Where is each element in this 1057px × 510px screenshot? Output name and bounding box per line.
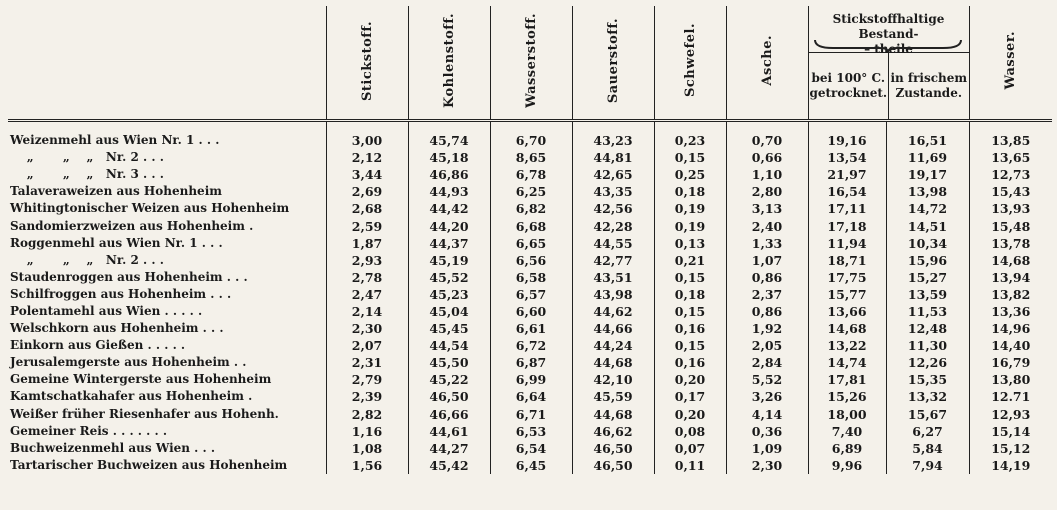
cell-value: 43,51: [572, 269, 654, 286]
cell-value: 44,66: [572, 320, 654, 337]
table-row: [8, 371, 1052, 388]
brace-icon: [813, 38, 963, 52]
table-row: [8, 423, 1052, 440]
cell-value: 6,89: [808, 440, 886, 457]
row-label: Einkorn aus Gießen . . . . .: [10, 338, 186, 353]
cell-value: 2,69: [326, 183, 408, 200]
row-label: Roggenmehl aus Wien Nr. 1 . . .: [10, 235, 223, 250]
cell-value: 19,17: [886, 166, 969, 183]
table-row: [8, 320, 1052, 337]
cell-value: 6,27: [886, 423, 969, 440]
cell-value: 45,52: [408, 269, 490, 286]
cell-value: 12,26: [886, 354, 969, 371]
table-body: [8, 121, 1052, 474]
cell-value: 15,43: [969, 183, 1052, 200]
cell-value: 44,62: [572, 303, 654, 320]
cell-value: 0,08: [654, 423, 726, 440]
cell-value: 7,94: [886, 457, 969, 474]
header-row: [8, 6, 1052, 121]
row-label: Weißer früher Riesenhafer aus Hohenh.: [10, 406, 279, 421]
cell-value: 46,50: [572, 440, 654, 457]
row-label: „ „ „ Nr. 3 . . .: [10, 167, 164, 182]
cell-value: 42,56: [572, 200, 654, 217]
cell-value: 11,69: [886, 149, 969, 166]
cell-value: 2,80: [726, 183, 808, 200]
header-wasser: Wasser.: [969, 6, 1052, 121]
cell-value: 6,78: [490, 166, 572, 183]
cell-value: 0,15: [654, 149, 726, 166]
cell-value: 42,77: [572, 252, 654, 269]
cell-value: 44,27: [408, 440, 490, 457]
cell-value: 1,33: [726, 235, 808, 252]
cell-value: 1,16: [326, 423, 408, 440]
cell-value: 6,56: [490, 252, 572, 269]
table-row: [8, 149, 1052, 166]
cell-value: 3,00: [326, 121, 408, 150]
header-getrocknet: bei 100° C. getrocknet.: [809, 53, 890, 119]
table-row: [8, 217, 1052, 234]
cell-value: 6,45: [490, 457, 572, 474]
cell-value: 1,92: [726, 320, 808, 337]
cell-value: 2,31: [326, 354, 408, 371]
cell-value: 44,20: [408, 217, 490, 234]
row-label: Jerusalemgerste aus Hohenheim . .: [10, 355, 247, 370]
table-row: [8, 252, 1052, 269]
cell-value: 45,50: [408, 354, 490, 371]
table-row: [8, 388, 1052, 405]
cell-value: 0,07: [654, 440, 726, 457]
cell-value: 6,87: [490, 354, 572, 371]
cell-value: 0,70: [726, 121, 808, 150]
table-row: [8, 286, 1052, 303]
cell-value: 4,14: [726, 406, 808, 423]
cell-value: 15,96: [886, 252, 969, 269]
cell-value: 44,61: [408, 423, 490, 440]
table-row: [8, 457, 1052, 474]
table-row: [8, 200, 1052, 217]
table-row: [8, 166, 1052, 183]
cell-value: 2,84: [726, 354, 808, 371]
cell-value: 0,15: [654, 269, 726, 286]
cell-value: 0,18: [654, 286, 726, 303]
row-label: Tartarischer Buchweizen aus Hohenheim: [10, 457, 288, 472]
cell-value: 6,65: [490, 235, 572, 252]
cell-value: 12,73: [969, 166, 1052, 183]
cell-value: 6,72: [490, 337, 572, 354]
row-label: „ „ „ Nr. 2 . . .: [10, 252, 164, 267]
cell-value: 13,85: [969, 121, 1052, 150]
cell-value: 14,51: [886, 217, 969, 234]
cell-value: 2,12: [326, 149, 408, 166]
cell-value: 45,42: [408, 457, 490, 474]
cell-value: 12,93: [969, 406, 1052, 423]
row-label: Polentamehl aus Wien . . . . .: [10, 303, 203, 318]
cell-value: 15,67: [886, 406, 969, 423]
row-label: Staudenroggen aus Hohenheim . . .: [10, 269, 248, 284]
cell-value: 11,53: [886, 303, 969, 320]
cell-value: 42,10: [572, 371, 654, 388]
cell-value: 7,40: [808, 423, 886, 440]
cell-value: 9,96: [808, 457, 886, 474]
row-label: Gemeine Wintergerste aus Hohenheim: [10, 372, 272, 387]
cell-value: 12.71: [969, 388, 1052, 405]
table-row: [8, 406, 1052, 423]
cell-value: 16,54: [808, 183, 886, 200]
cell-value: 0,86: [726, 303, 808, 320]
cell-value: 2,47: [326, 286, 408, 303]
cell-value: 13,80: [969, 371, 1052, 388]
cell-value: 2,82: [326, 406, 408, 423]
cell-value: 44,54: [408, 337, 490, 354]
cell-value: 18,00: [808, 406, 886, 423]
row-label: Talaveraweizen aus Hohenheim: [10, 184, 222, 199]
cell-value: 2,68: [326, 200, 408, 217]
cell-value: 1,07: [726, 252, 808, 269]
cell-value: 16,51: [886, 121, 969, 150]
cell-value: 2,78: [326, 269, 408, 286]
cell-value: 11,30: [886, 337, 969, 354]
table-row: [8, 303, 1052, 320]
cell-value: 2,14: [326, 303, 408, 320]
cell-value: 3,44: [326, 166, 408, 183]
cell-value: 45,18: [408, 149, 490, 166]
cell-value: 6,53: [490, 423, 572, 440]
cell-value: 2,07: [326, 337, 408, 354]
cell-value: 18,71: [808, 252, 886, 269]
table-row: [8, 121, 1052, 150]
table-row: [8, 354, 1052, 371]
cell-value: 6,70: [490, 121, 572, 150]
cell-value: 2,05: [726, 337, 808, 354]
cell-value: 15,27: [886, 269, 969, 286]
cell-value: 6,68: [490, 217, 572, 234]
cell-value: 5,84: [886, 440, 969, 457]
cell-value: 6,82: [490, 200, 572, 217]
cell-value: 17,18: [808, 217, 886, 234]
cell-value: 11,94: [808, 235, 886, 252]
cell-value: 14,96: [969, 320, 1052, 337]
cell-value: 45,23: [408, 286, 490, 303]
cell-value: 2,30: [726, 457, 808, 474]
cell-value: 14,40: [969, 337, 1052, 354]
cell-value: 15,26: [808, 388, 886, 405]
cell-value: 2,59: [326, 217, 408, 234]
cell-value: 8,65: [490, 149, 572, 166]
cell-value: 0,20: [654, 371, 726, 388]
cell-value: 0,23: [654, 121, 726, 150]
cell-value: 17,81: [808, 371, 886, 388]
cell-value: 0,86: [726, 269, 808, 286]
cell-value: 6,57: [490, 286, 572, 303]
row-label: Welschkorn aus Hohenheim . . .: [10, 321, 224, 336]
cell-value: 14,19: [969, 457, 1052, 474]
cell-value: 43,35: [572, 183, 654, 200]
cell-value: 0,15: [654, 303, 726, 320]
table-row: [8, 183, 1052, 200]
cell-value: 43,23: [572, 121, 654, 150]
cell-value: 0,21: [654, 252, 726, 269]
cell-value: 44,81: [572, 149, 654, 166]
cell-value: 13,98: [886, 183, 969, 200]
cell-value: 6,71: [490, 406, 572, 423]
cell-value: 13,32: [886, 388, 969, 405]
cell-value: 13,65: [969, 149, 1052, 166]
cell-value: 15,77: [808, 286, 886, 303]
cell-value: 16,79: [969, 354, 1052, 371]
cell-value: 17,75: [808, 269, 886, 286]
cell-value: 6,58: [490, 269, 572, 286]
cell-value: 13,22: [808, 337, 886, 354]
cell-value: 0,13: [654, 235, 726, 252]
cell-value: 44,37: [408, 235, 490, 252]
cell-value: 6,60: [490, 303, 572, 320]
cell-value: 2,79: [326, 371, 408, 388]
cell-value: 13,78: [969, 235, 1052, 252]
table-row: [8, 235, 1052, 252]
cell-value: 0,66: [726, 149, 808, 166]
cell-value: 44,24: [572, 337, 654, 354]
cell-value: 6,64: [490, 388, 572, 405]
cell-value: 42,28: [572, 217, 654, 234]
cell-value: 46,50: [408, 388, 490, 405]
cell-value: 13,94: [969, 269, 1052, 286]
cell-value: 1,87: [326, 235, 408, 252]
cell-value: 1,56: [326, 457, 408, 474]
cell-value: 0,19: [654, 217, 726, 234]
composition-table: [8, 6, 1052, 474]
table-row: [8, 337, 1052, 354]
header-frisch: in frischem Zustande.: [890, 71, 968, 100]
cell-value: 14,74: [808, 354, 886, 371]
cell-value: 0,19: [654, 200, 726, 217]
row-label: Buchweizenmehl aus Wien . . .: [10, 440, 216, 455]
cell-value: 21,97: [808, 166, 886, 183]
cell-value: 46,66: [408, 406, 490, 423]
cell-value: 43,98: [572, 286, 654, 303]
cell-value: 0,15: [654, 337, 726, 354]
header-schwefel: Schwefel.: [654, 6, 726, 121]
cell-value: 2,40: [726, 217, 808, 234]
cell-value: 2,39: [326, 388, 408, 405]
cell-value: 45,19: [408, 252, 490, 269]
table-row: [8, 269, 1052, 286]
cell-value: 45,45: [408, 320, 490, 337]
group-subheaders: [809, 52, 969, 119]
cell-value: 0,16: [654, 354, 726, 371]
cell-value: 5,52: [726, 371, 808, 388]
cell-value: 45,04: [408, 303, 490, 320]
label-header: [8, 6, 326, 121]
cell-value: 15,14: [969, 423, 1052, 440]
header-group-stickstoffhaltige: [808, 6, 969, 121]
cell-value: 0,16: [654, 320, 726, 337]
cell-value: 6,61: [490, 320, 572, 337]
cell-value: 13,93: [969, 200, 1052, 217]
cell-value: 15,12: [969, 440, 1052, 457]
group-title: Stickstoffhaltige Bestand- – theile: [809, 6, 969, 52]
cell-value: 3,26: [726, 388, 808, 405]
row-label: Whitingtonischer Weizen aus Hohenheim: [10, 201, 290, 216]
cell-value: 6,99: [490, 371, 572, 388]
cell-value: 42,65: [572, 166, 654, 183]
cell-value: 45,74: [408, 121, 490, 150]
cell-value: 1,08: [326, 440, 408, 457]
row-label: Gemeiner Reis . . . . . . .: [10, 423, 168, 438]
cell-value: 0,25: [654, 166, 726, 183]
row-label: „ „ „ Nr. 2 . . .: [10, 150, 164, 165]
cell-value: 13,82: [969, 286, 1052, 303]
table-row: [8, 440, 1052, 457]
cell-value: 0,11: [654, 457, 726, 474]
cell-value: 2,30: [326, 320, 408, 337]
cell-value: 45,59: [572, 388, 654, 405]
row-label: Sandomierzweizen aus Hohenheim .: [10, 218, 254, 233]
cell-value: 10,34: [886, 235, 969, 252]
cell-value: 44,68: [572, 406, 654, 423]
cell-value: 12,48: [886, 320, 969, 337]
cell-value: 46,50: [572, 457, 654, 474]
row-label: Schilfroggen aus Hohenheim . . .: [10, 286, 232, 301]
cell-value: 44,55: [572, 235, 654, 252]
cell-value: 0,20: [654, 406, 726, 423]
cell-value: 2,37: [726, 286, 808, 303]
cell-value: 14,68: [808, 320, 886, 337]
header-wasserstoff: Wasserstoff.: [490, 6, 572, 121]
cell-value: 15,35: [886, 371, 969, 388]
header-asche: Asche.: [726, 6, 808, 121]
cell-value: 15,48: [969, 217, 1052, 234]
cell-value: 45,22: [408, 371, 490, 388]
cell-value: 0,36: [726, 423, 808, 440]
cell-value: 3,13: [726, 200, 808, 217]
cell-value: 1,10: [726, 166, 808, 183]
cell-value: 2,93: [326, 252, 408, 269]
cell-value: 0,17: [654, 388, 726, 405]
cell-value: 44,93: [408, 183, 490, 200]
cell-value: 46,86: [408, 166, 490, 183]
cell-value: 44,42: [408, 200, 490, 217]
cell-value: 0,18: [654, 183, 726, 200]
header-stickstoff: Stickstoff.: [326, 6, 408, 121]
cell-value: 19,16: [808, 121, 886, 150]
cell-value: 13,66: [808, 303, 886, 320]
cell-value: 6,25: [490, 183, 572, 200]
cell-value: 13,59: [886, 286, 969, 303]
cell-value: 44,68: [572, 354, 654, 371]
cell-value: 17,11: [808, 200, 886, 217]
header-kohlenstoff: Kohlenstoff.: [408, 6, 490, 121]
cell-value: 14,68: [969, 252, 1052, 269]
cell-value: 6,54: [490, 440, 572, 457]
cell-value: 1,09: [726, 440, 808, 457]
header-sauerstoff: Sauerstoff.: [572, 6, 654, 121]
cell-value: 14,72: [886, 200, 969, 217]
cell-value: 13,36: [969, 303, 1052, 320]
cell-value: 46,62: [572, 423, 654, 440]
cell-value: 13,54: [808, 149, 886, 166]
row-label: Kamtschatkahafer aus Hohenheim .: [10, 389, 253, 404]
row-label: Weizenmehl aus Wien Nr. 1 . . .: [10, 133, 220, 148]
